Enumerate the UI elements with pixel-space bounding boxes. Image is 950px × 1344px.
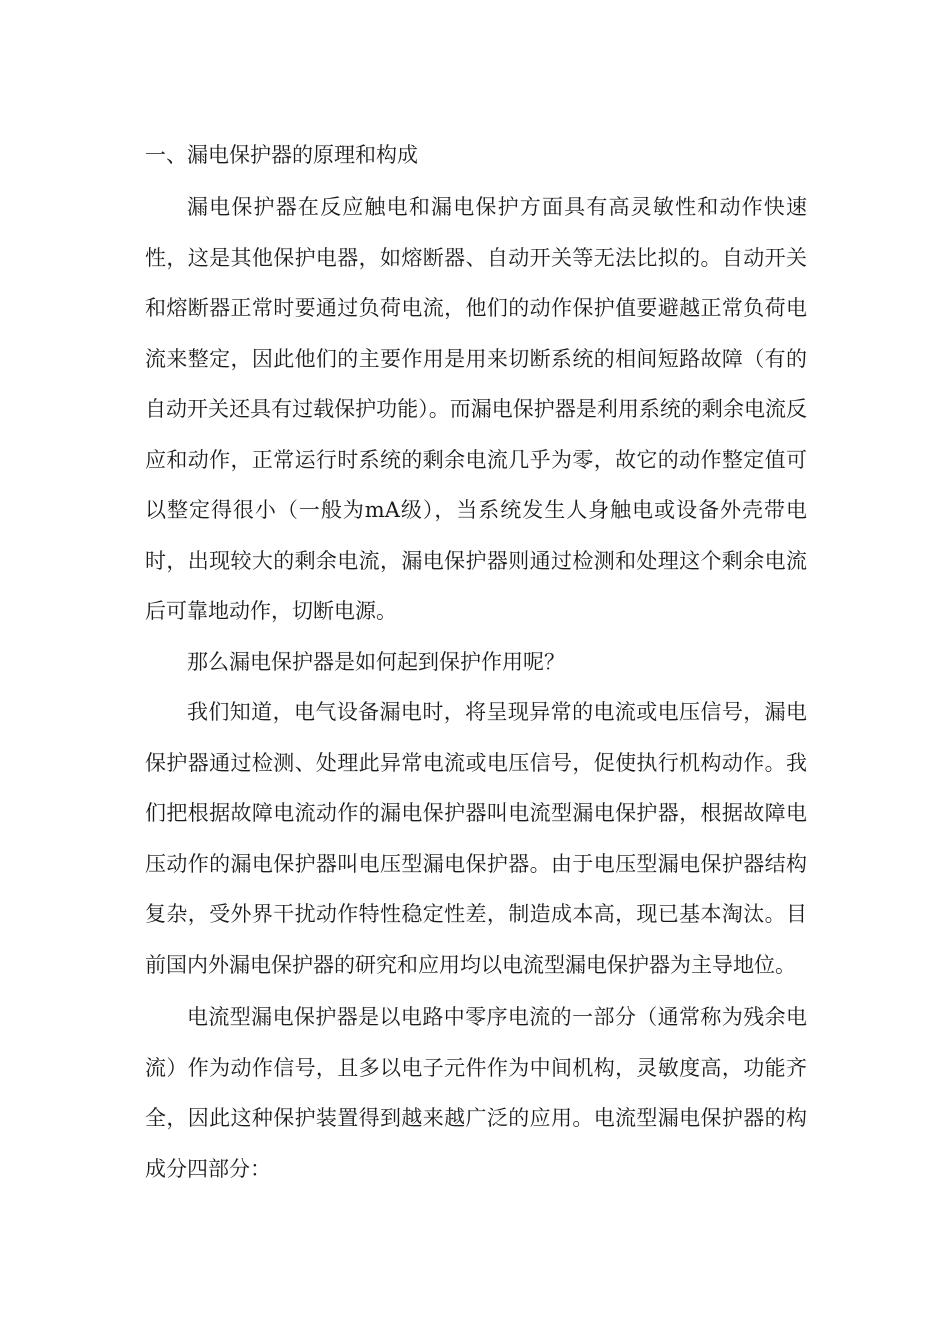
paragraph-intro: 漏电保护器在反应触电和漏电保护方面具有高灵敏性和动作快速性，这是其他保护电器，如熔断器、自动开关等无法比拟的。自动开关和熔断器正常时要通过负荷电流，他们的动作保护值要避越正常负荷电流来整定，因此他们的主要作用是用来切断系统的相间短路故障（有的自动开关还具有过载保护功能）。而漏电保护器是利用系统的剩余电流反应和动作，正常运行时系统的剩余电流几乎为零，故它的动作整定值可以整定得很小（一般为mA级），当系统发生人身触电或设备外壳带电时，出现较大的剩余电流，漏电保护器则通过检测和处理这个剩余电流后可靠地动作，切断电源。 — [145, 195, 807, 623]
paragraph-question: 那么漏电保护器是如何起到保护作用呢？ — [187, 649, 565, 674]
paragraph-principle: 我们知道，电气设备漏电时，将呈现异常的电流或电压信号，漏电保护器通过检测、处理此异常电流或电压信号，促使执行机构动作。我们把根据故障电流动作的漏电保护器叫电流型漏电保护器，根据故障电压动作的漏电保护器叫电压型漏电保护器。由于电压型漏电保护器结构复杂，受外界干扰动作特性稳定性差，制造成本高，现已基本淘汰。目前国内外漏电保护器的研究和应用均以电流型漏电保护器为主导地位。 — [145, 700, 807, 977]
paragraph-composition: 电流型漏电保护器是以电路中零序电流的一部分（通常称为残余电流）作为动作信号，且多以电子元件作为中间机构，灵敏度高，功能齐全，因此这种保护装置得到越来越广泛的应用。电流型漏电保护器的构成分四部分： — [145, 1005, 807, 1181]
section-heading: 一、漏电保护器的原理和构成 — [145, 143, 418, 167]
document-body — [145, 132, 807, 1194]
